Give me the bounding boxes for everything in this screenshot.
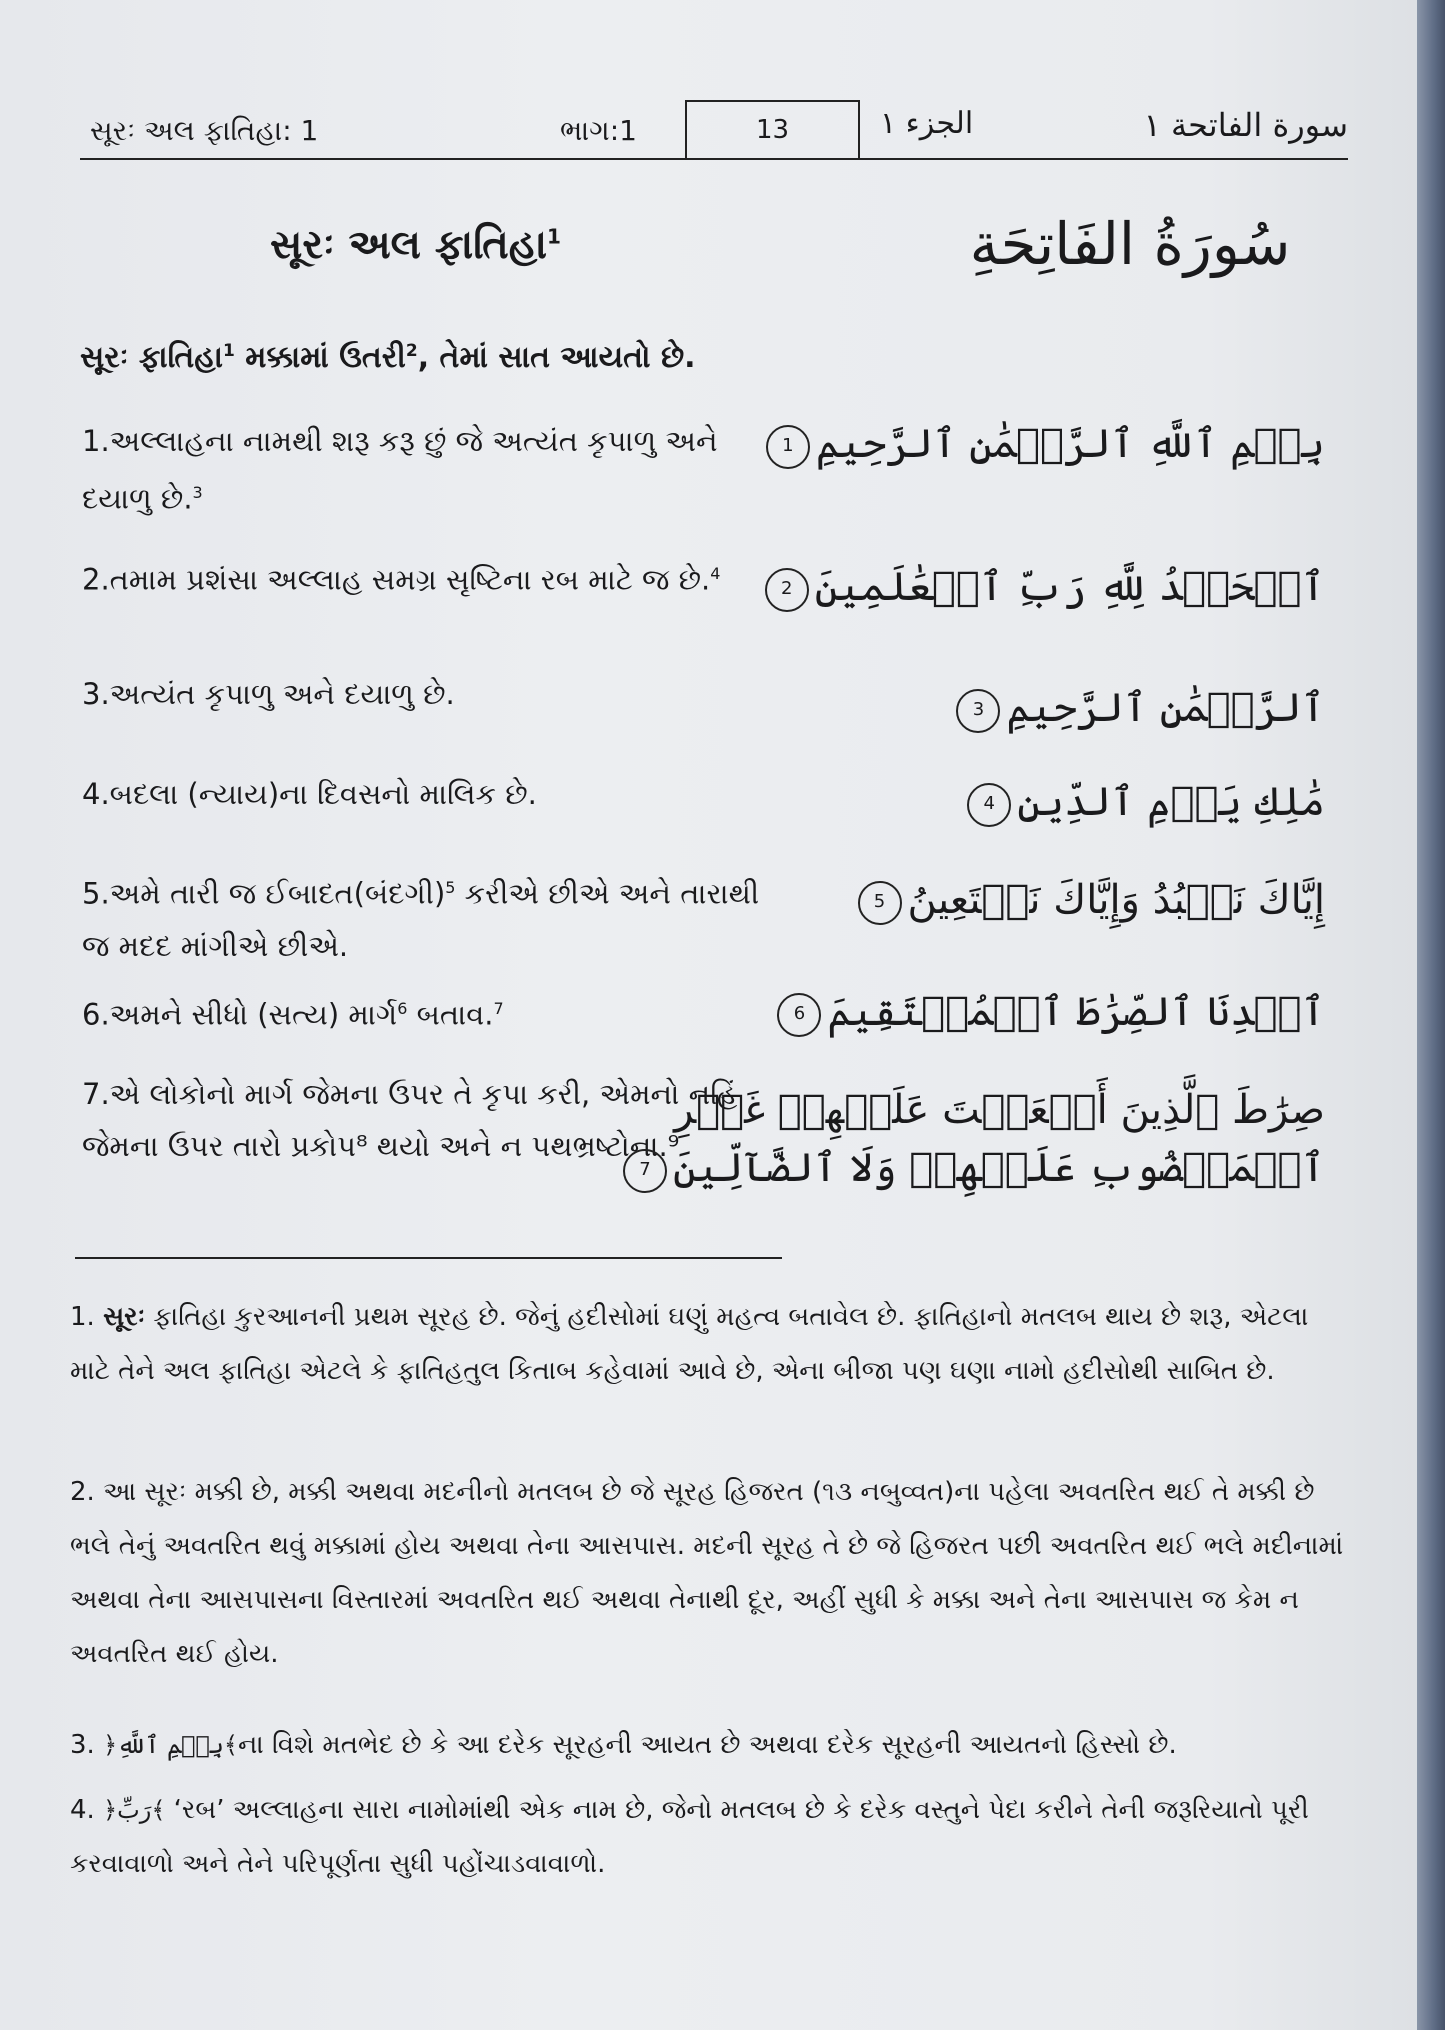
verse-arabic-6: ٱهۡدِنَا ٱلصِّرَٰطَ ٱلۡمُسۡتَقِيمَ6	[805, 980, 1325, 1044]
footnote-ref: 1	[547, 224, 561, 249]
sura-title-gujarati: સૂરઃ અલ ફાતિહા$^1$	[270, 222, 561, 268]
ayah-number-7: 7	[623, 1149, 667, 1193]
verse-translation-1: 1.અલ્લાહના નામથી શરૂ કરૂ છું જે અત્યંત કૃપાળુ અને દયાળુ છે.$^3$	[82, 424, 718, 516]
ayah-number-5: 5	[858, 881, 902, 925]
ayah-number-4: 4	[967, 783, 1011, 827]
page-number: 13	[685, 100, 860, 158]
sura-title-arabic: سُورَةُ الفَاتِحَةِ	[969, 210, 1291, 278]
header-juz-arabic: الجزء ١	[880, 106, 974, 141]
verse-translation-4: 4.બદલા (ન્યાય)ના દિવસનો માલિક છે.	[82, 777, 537, 811]
verse-translation-5: 5.અમે તારી જ ઈબાદત(બંદગી)$^5$ કરીએ છીએ અને તારાથી જ મદદ માંગીએ છીએ.	[82, 876, 760, 963]
verse-arabic-3: ٱلرَّحۡمَٰنِ ٱلرَّحِيمِ3	[805, 676, 1325, 740]
footnote-divider	[75, 1257, 782, 1259]
verse-translation-2: 2.તમામ પ્રશંસા અલ્લાહ સમગ્ર સૃષ્ટિના રબ માટે જ છે.$^4$	[82, 562, 721, 597]
verse-arabic-7-line-2: ٱلۡمَغۡضُوبِ عَلَيۡهِمۡ وَلَا ٱلضَّآلِّينَ7	[805, 1136, 1325, 1200]
header-rule	[80, 158, 1348, 160]
sura-intro: સૂરઃ ફાતિહા$^1$ મક્કામાં ઉતરી$^2$, તેમાં સાત આયતો છે.	[80, 340, 696, 375]
header-part-gujarati: ભાગ:1	[560, 114, 637, 147]
header-sura-gujarati: સૂરઃ અલ ફાતિહા: 1	[90, 114, 319, 147]
header-sura-arabic: سورة الفاتحة ١	[1143, 106, 1348, 144]
running-header	[80, 100, 1348, 160]
verse-translation-3: 3.અત્યંત કૃપાળુ અને દયાળુ છે.	[82, 677, 455, 711]
ayah-number-1: 1	[766, 425, 810, 469]
ayah-number-6: 6	[777, 993, 821, 1037]
verse-arabic-5: إِيَّاكَ نَعۡبُدُ وَإِيَّاكَ نَسۡتَعِينُ5	[805, 868, 1325, 932]
verse-arabic-1: بِسۡمِ ٱللَّهِ ٱلرَّحۡمَٰنِ ٱلرَّحِيمِ1	[805, 412, 1325, 476]
verse-arabic-2: ٱلۡحَمۡدُ لِلَّهِ رَبِّ ٱلۡعَٰلَمِينَ2	[805, 555, 1325, 619]
footnote-4: 4. ﴿رَبِّ﴾ ‘રબ’ અલ્લાહના સારા નામોમાંથી એક નામ છે, જેનો મતલબ છે કે દરેક વસ્તુને પેદા કરીને તેની જરૂરિયાતો પૂરી કરવાવાળો અને તેને પરિપૂર્ણતા સુધી પહોંચાડવાવાળો.	[70, 1795, 1309, 1879]
verse-arabic-7-line-1: صِرَٰطَ ٱلَّذِينَ أَنۡعَمۡتَ عَلَيۡهِمۡ غَيۡرِ	[674, 1087, 1325, 1133]
footnote-1: 1. સૂરઃ ફાતિહા કુરઆનની પ્રથમ સૂરહ છે. જેનું હદીસોમાં ઘણું મહત્વ બતાવેલ છે. ફાતિહાનો મતલબ થાય છે શરૂ, એટલા માટે તેને અલ ફાતિહા એટલે કે ફાતિહતુલ કિતાબ કહેવામાં આવે છે, એના બીજા પણ ઘણા નામો હદીસોથી સાબિત છે.	[70, 1302, 1309, 1386]
book-spine-edge	[1417, 0, 1445, 2030]
footnote-2: 2. આ સૂરઃ મક્કી છે, મક્કી અથવા મદનીનો મતલબ છે જે સૂરહ હિજરત (૧૩ નબુવ્વત)ના પહેલા અવતરિત થઈ તે મક્કી છે ભલે તેનું અવતરિત થવું મક્કામાં હોય અથવા તેના આસપાસ. મદની સૂરહ તે છે જે હિજરત પછી અવતરિત થઈ ભલે મદીનામાં અથવા તેના આસપાસના વિસ્તારમાં અવતરિત થઈ અથવા તેનાથી દૂર, અહીં સુધી કે મક્કા અને તેના આસપાસ જ કેમ ન અવતરિત થઈ હોય.	[70, 1477, 1344, 1669]
verse-translation-6: 6.અમને સીધો (સત્ય) માર્ગ$^6$ બતાવ.$^7$	[82, 997, 504, 1032]
verse-translation-7: 7.એ લોકોનો માર્ગ જેમના ઉપર તે કૃપા કરી, એમનો નહિં જેમના ઉપર તારો પ્રકોપ⁸ થયો અને ન પથભ્રષ્ટોના.⁹	[82, 1077, 738, 1163]
ayah-number-2: 2	[765, 568, 809, 612]
ayah-number-3: 3	[956, 689, 1000, 733]
footnote-3: 3. ﴿بِسۡمِ ٱللَّهِ﴾ના વિશે મતભેદ છે કે આ દરેક સૂરહની આયત છે અથવા દરેક સૂરહની આયતનો હિસ્સો છે.	[70, 1730, 1177, 1760]
verse-arabic-4: مَٰلِكِ يَوۡمِ ٱلدِّينِ4	[805, 770, 1325, 834]
